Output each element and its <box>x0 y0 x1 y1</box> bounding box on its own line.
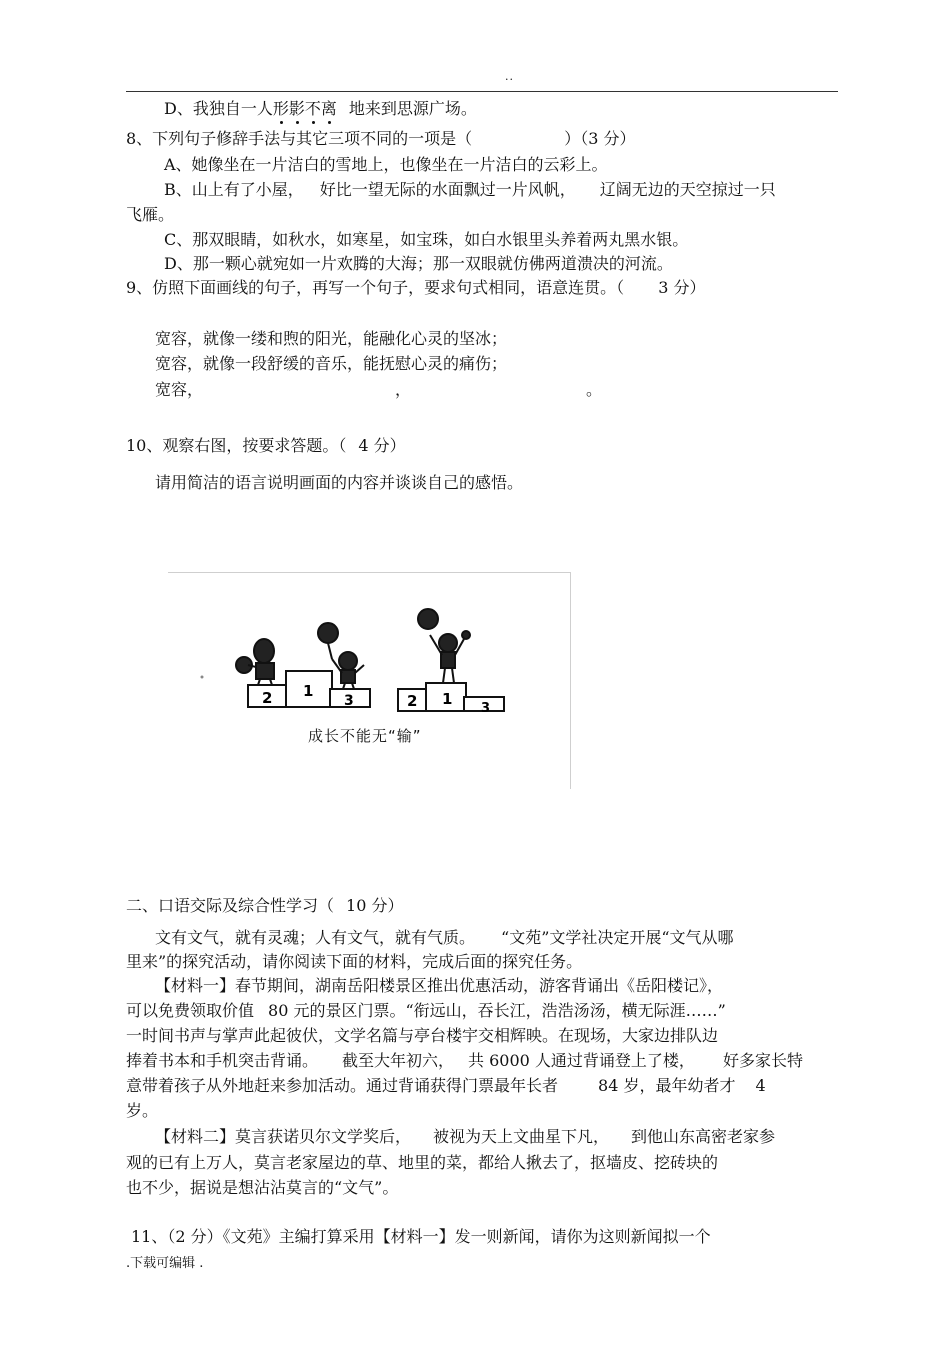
right-podium-label-2: 2 <box>407 692 418 710</box>
section2-title-score: 10 分） <box>346 896 404 915</box>
q8-option-a: A、她像坐在一片洁白的雪地上，也像坐在一片洁白的云彩上。 <box>164 155 608 174</box>
material2-line2: 观的已有上万人，莫言老家屋边的草、地里的菜，都给人揪去了，抠墙皮、挖砖块的 <box>126 1153 719 1172</box>
q8-stem-text: 8、下列句子修辞手法与其它三项不同的一项是（ <box>126 129 473 148</box>
q9-stem-text: 9、仿照下面画线的句子，再写一个句子，要求句式相同，语意连贯。（ <box>126 278 625 297</box>
material1-line4d: 好多家长特 <box>722 1051 803 1070</box>
q8-option-b-part2: 好比一望无际的水面飘过一片风帆， <box>319 180 576 199</box>
material1-line2a: 可以免费领取价值 <box>126 1001 255 1020</box>
q11-stem: 11、（2 分）《文苑》主编打算采用【材料一】发一则新闻，请你为这则新闻拟一个 <box>131 1227 711 1246</box>
q8-option-c: C、那双眼睛，如秋水，如寒星，如宝珠，如白水银里头养着两丸黑水银。 <box>164 230 689 249</box>
q7-emph-char: 离 <box>321 96 337 119</box>
section2-title <box>126 893 403 916</box>
cartoon-caption: 成长不能无“输” <box>308 727 422 745</box>
q9-line-2: 宽容，就像一段舒缓的音乐，能抚慰心灵的痛伤； <box>155 354 508 373</box>
right-podium-label-3: 3 <box>481 701 491 716</box>
material1-line6: 岁。 <box>126 1101 159 1120</box>
material2-line1 <box>155 1124 775 1147</box>
q10-prompt: 请用简洁的语言说明画面的内容并谈谈自己的感悟。 <box>155 473 524 492</box>
footer-note: .下载可编辑 . <box>126 1256 204 1271</box>
material1-line5b: 84 岁，最年幼者才 <box>598 1076 736 1095</box>
material2-line1b: 被视为天上文曲星下凡， <box>433 1127 610 1146</box>
left-figure-second <box>236 639 274 685</box>
q10-stem-score: 4 分） <box>358 436 406 455</box>
q10-stem <box>126 433 406 456</box>
section2-intro-line1 <box>155 925 734 948</box>
header-rule <box>126 91 838 92</box>
material1-line2 <box>126 998 726 1021</box>
q7-emph-char: 影 <box>289 96 305 119</box>
material1-line2b: 80 元的景区门票。“衔远山，吞长江，浩浩汤汤，横无际涯……” <box>268 1001 726 1020</box>
material1-line5 <box>126 1073 766 1096</box>
q7-emph-char: 形 <box>273 96 289 119</box>
cartoon-figure <box>168 572 571 789</box>
scan-speck <box>201 676 204 679</box>
material2-line1c: 到他山东高密老家参 <box>631 1127 776 1146</box>
left-podium-label-1: 1 <box>303 682 314 700</box>
q9-line-3-start: 宽容， <box>155 380 204 399</box>
q9-line-3-comma: ， <box>395 380 412 399</box>
material2-line3: 也不少，据说是想沾沾莫言的“文气”。 <box>126 1178 399 1197</box>
q8-option-b-part1: B、山上有了小屋， <box>164 180 304 199</box>
q9-stem <box>126 275 705 298</box>
material1-line4a: 捧着书本和手机突击背诵。 <box>126 1051 319 1070</box>
q8-option-d: D、那一颗心就宛如一片欢腾的大海；那一双眼就仿佛两道溃决的河流。 <box>164 254 673 273</box>
material1-line5a: 意带着孩子从外地赶来参加活动。通过背诵获得门票最年长者 <box>126 1076 559 1095</box>
q7-emph-char: 不 <box>305 96 321 119</box>
section2-intro-1a: 文有文气，就有灵魂；人有文气，就有气质。 <box>155 928 476 947</box>
material1-line5c: 4 <box>755 1076 766 1095</box>
material1-line4b: 截至大年初六， <box>342 1051 455 1070</box>
q9-line-3-end: 。 <box>586 380 603 399</box>
cartoon-drawing <box>168 573 570 723</box>
q8-option-b <box>164 177 776 200</box>
section2-intro-line2: 里来”的探究活动，请你阅读下面的材料，完成后面的探究任务。 <box>126 952 583 971</box>
material1-line4c: 共 6000 人通过背诵登上了楼， <box>468 1051 695 1070</box>
q8-option-b-line2: 飞雁。 <box>126 205 175 224</box>
right-figure-first <box>418 609 470 683</box>
q7-option-d <box>164 96 477 119</box>
right-podium-label-1: 1 <box>442 690 453 708</box>
material1-line1: 【材料一】春节期间，湖南岳阳楼景区推出优惠活动，游客背诵出《岳阳楼记》， <box>155 976 724 995</box>
section2-title-text: 二、口语交际及综合性学习（ <box>126 896 335 915</box>
q9-line-1: 宽容，就像一缕和煦的阳光，能融化心灵的坚冰； <box>155 329 508 348</box>
material2-line1a: 【材料二】莫言获诺贝尔文学奖后， <box>155 1127 412 1146</box>
q8-stem <box>126 126 635 149</box>
section2-intro-1b: “文苑”文学社决定开展“文气从哪 <box>501 928 734 947</box>
q7-option-d-after: 地来到思源广场。 <box>348 99 477 118</box>
q10-stem-text: 10、观察右图，按要求答题。（ <box>126 436 347 455</box>
left-podium-label-2: 2 <box>262 689 273 707</box>
left-podium-label-3: 3 <box>344 693 354 709</box>
material1-line4 <box>126 1048 803 1071</box>
q9-stem-score: 3 分） <box>658 278 706 297</box>
material1-line3: 一时间书声与掌声此起彼伏，文学名篇与亭台楼宇交相辉映。在现场，大家边排队边 <box>126 1026 719 1045</box>
q7-option-d-before: D、我独自一人 <box>164 99 273 118</box>
q8-option-b-part3: 辽阔无边的天空掠过一只 <box>599 180 776 199</box>
q8-stem-end: ）（3 分） <box>564 129 636 148</box>
header-dots: .. <box>505 70 514 83</box>
